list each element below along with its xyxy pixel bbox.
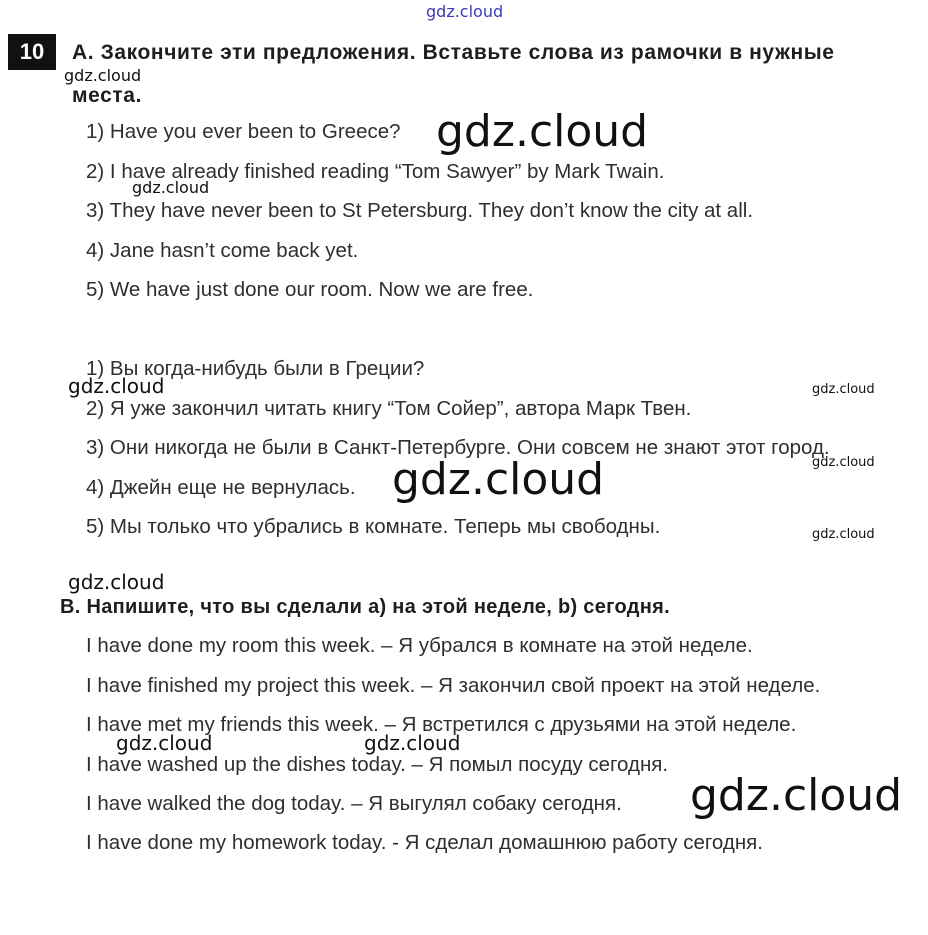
russian-sentence: 2) Я уже закончил читать книгу “Том Сойер”, автора Марк Твен.	[86, 397, 692, 420]
russian-sentence: 4) Джейн еще не вернулась.	[86, 476, 356, 499]
part-b-line: I have finished my project this week. – Я закончил свой проект на этой неделе.	[86, 674, 821, 697]
english-sentence: 4) Jane hasn’t come back yet.	[86, 239, 359, 262]
watermark: gdz.cloud	[812, 382, 875, 397]
exercise-number-badge: 10	[8, 34, 56, 70]
english-sentence: 2) I have already finished reading “Tom Sawyer” by Mark Twain.	[86, 160, 665, 183]
english-sentence: 5) We have just done our room. Now we are free.	[86, 278, 534, 301]
part-a-heading-line2: места.	[72, 84, 143, 107]
part-b-line: I have done my room this week. – Я убрался в комнате на этой неделе.	[86, 634, 753, 657]
part-b-line: I have done my homework today. - Я сделал домашнюю работу сегодня.	[86, 831, 763, 854]
part-b-line: I have washed up the dishes today. – Я помыл посуду сегодня.	[86, 753, 669, 776]
watermark: gdz.cloud	[116, 731, 213, 755]
english-sentence: 3) They have never been to St Petersburg. They don’t know the city at all.	[86, 199, 754, 222]
russian-sentence: 5) Мы только что убрались в комнате. Теперь мы свободны.	[86, 515, 661, 538]
russian-sentence: 1) Вы когда-нибудь были в Греции?	[86, 357, 425, 380]
watermark: gdz.cloud	[364, 731, 461, 755]
watermark: gdz.cloud	[68, 570, 165, 594]
watermark: gdz.cloud	[132, 178, 210, 197]
watermark: gdz.cloud	[392, 454, 605, 505]
watermark: gdz.cloud	[426, 2, 504, 21]
watermark: gdz.cloud	[690, 770, 903, 821]
russian-sentence: 3) Они никогда не были в Санкт-Петербурге. Они совсем не знают этот город.	[86, 436, 830, 459]
english-sentence: 1) Have you ever been to Greece?	[86, 120, 401, 143]
part-a-heading-line1: А. Закончите эти предложения. Вставьте слова из рамочки в нужные	[72, 41, 835, 64]
watermark: gdz.cloud	[64, 66, 142, 85]
part-b-line: I have walked the dog today. – Я выгулял собаку сегодня.	[86, 792, 622, 815]
watermark: gdz.cloud	[68, 374, 165, 398]
watermark: gdz.cloud	[436, 106, 649, 157]
part-b-heading: B. Напишите, что вы сделали a) на этой неделе, b) сегодня.	[60, 596, 670, 618]
watermark: gdz.cloud	[812, 455, 875, 470]
part-b-line: I have met my friends this week. – Я встретился с друзьями на этой неделе.	[86, 713, 797, 736]
watermark: gdz.cloud	[812, 527, 875, 542]
